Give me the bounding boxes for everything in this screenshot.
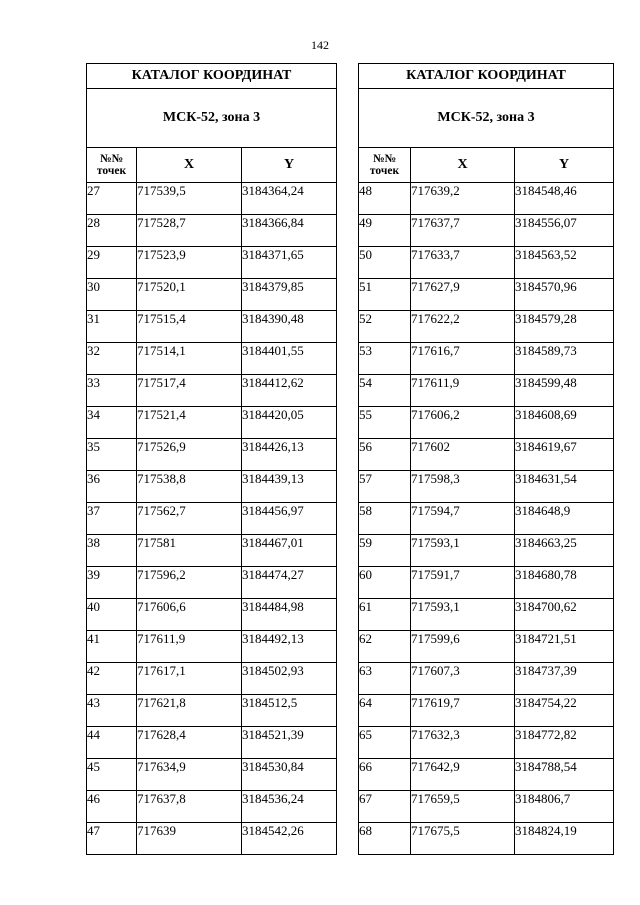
table-row bbox=[359, 727, 614, 759]
y-coordinate-cell: 3184474,27 bbox=[242, 567, 337, 599]
column-header-y: Y bbox=[242, 148, 337, 183]
y-coordinate-cell: 3184412,62 bbox=[242, 375, 337, 407]
x-coordinate-cell: 717521,4 bbox=[137, 407, 242, 439]
column-header-x: X bbox=[137, 148, 242, 183]
point-number-cell: 60 bbox=[359, 567, 411, 599]
point-number-cell: 29 bbox=[87, 247, 137, 279]
y-coordinate-cell: 3184824,19 bbox=[515, 823, 614, 855]
y-coordinate-cell: 3184737,39 bbox=[515, 663, 614, 695]
point-number-cell: 68 bbox=[359, 823, 411, 855]
page-number: 142 bbox=[311, 38, 329, 52]
table-row bbox=[87, 695, 337, 727]
coordinate-system-subtitle: МСК-52, зона 3 bbox=[359, 89, 614, 148]
y-coordinate-cell: 3184579,28 bbox=[515, 311, 614, 343]
y-coordinate-cell: 3184556,07 bbox=[515, 215, 614, 247]
y-coordinate-cell: 3184772,82 bbox=[515, 727, 614, 759]
point-number-cell: 58 bbox=[359, 503, 411, 535]
table-row bbox=[359, 631, 614, 663]
x-coordinate-cell: 717528,7 bbox=[137, 215, 242, 247]
point-number-cell: 41 bbox=[87, 631, 137, 663]
point-number-cell: 35 bbox=[87, 439, 137, 471]
x-coordinate-cell: 717611,9 bbox=[411, 375, 515, 407]
point-number-cell: 31 bbox=[87, 311, 137, 343]
table-row bbox=[359, 663, 614, 695]
x-coordinate-cell: 717593,1 bbox=[411, 599, 515, 631]
table-row bbox=[359, 407, 614, 439]
x-coordinate-cell: 717593,1 bbox=[411, 535, 515, 567]
table-row bbox=[87, 375, 337, 407]
table-row bbox=[87, 823, 337, 855]
point-number-cell: 43 bbox=[87, 695, 137, 727]
x-coordinate-cell: 717607,3 bbox=[411, 663, 515, 695]
y-coordinate-cell: 3184521,39 bbox=[242, 727, 337, 759]
table-row bbox=[359, 247, 614, 279]
x-coordinate-cell: 717639 bbox=[137, 823, 242, 855]
x-coordinate-cell: 717539,5 bbox=[137, 183, 242, 215]
point-number-cell: 45 bbox=[87, 759, 137, 791]
y-coordinate-cell: 3184608,69 bbox=[515, 407, 614, 439]
point-number-cell: 49 bbox=[359, 215, 411, 247]
y-coordinate-cell: 3184456,97 bbox=[242, 503, 337, 535]
y-coordinate-cell: 3184536,24 bbox=[242, 791, 337, 823]
point-number-cell: 67 bbox=[359, 791, 411, 823]
x-coordinate-cell: 717599,6 bbox=[411, 631, 515, 663]
point-number-cell: 59 bbox=[359, 535, 411, 567]
x-coordinate-cell: 717606,6 bbox=[137, 599, 242, 631]
y-coordinate-cell: 3184563,52 bbox=[515, 247, 614, 279]
x-coordinate-cell: 717598,3 bbox=[411, 471, 515, 503]
x-coordinate-cell: 717596,2 bbox=[137, 567, 242, 599]
x-coordinate-cell: 717526,9 bbox=[137, 439, 242, 471]
x-coordinate-cell: 717634,9 bbox=[137, 759, 242, 791]
coordinate-catalog-table-right bbox=[358, 63, 614, 855]
y-coordinate-cell: 3184364,24 bbox=[242, 183, 337, 215]
table-row bbox=[87, 759, 337, 791]
point-number-cell: 47 bbox=[87, 823, 137, 855]
y-coordinate-cell: 3184663,25 bbox=[515, 535, 614, 567]
y-coordinate-cell: 3184484,98 bbox=[242, 599, 337, 631]
table-body bbox=[87, 183, 337, 855]
point-number-cell: 39 bbox=[87, 567, 137, 599]
table-row bbox=[87, 279, 337, 311]
x-coordinate-cell: 717562,7 bbox=[137, 503, 242, 535]
table-row bbox=[87, 503, 337, 535]
y-coordinate-cell: 3184599,48 bbox=[515, 375, 614, 407]
point-number-cell: 34 bbox=[87, 407, 137, 439]
table-row bbox=[359, 471, 614, 503]
point-number-cell: 42 bbox=[87, 663, 137, 695]
x-coordinate-cell: 717659,5 bbox=[411, 791, 515, 823]
point-number-cell: 38 bbox=[87, 535, 137, 567]
x-coordinate-cell: 717611,9 bbox=[137, 631, 242, 663]
y-coordinate-cell: 3184788,54 bbox=[515, 759, 614, 791]
x-coordinate-cell: 717514,1 bbox=[137, 343, 242, 375]
x-coordinate-cell: 717637,7 bbox=[411, 215, 515, 247]
y-coordinate-cell: 3184502,93 bbox=[242, 663, 337, 695]
table-row bbox=[359, 183, 614, 215]
point-number-cell: 44 bbox=[87, 727, 137, 759]
table-row bbox=[359, 535, 614, 567]
x-coordinate-cell: 717617,1 bbox=[137, 663, 242, 695]
column-header-point-number: №№ точек bbox=[359, 148, 411, 183]
y-coordinate-cell: 3184570,96 bbox=[515, 279, 614, 311]
point-number-cell: 27 bbox=[87, 183, 137, 215]
table-row bbox=[87, 599, 337, 631]
point-number-cell: 63 bbox=[359, 663, 411, 695]
x-coordinate-cell: 717602 bbox=[411, 439, 515, 471]
y-coordinate-cell: 3184680,78 bbox=[515, 567, 614, 599]
x-coordinate-cell: 717594,7 bbox=[411, 503, 515, 535]
table-row bbox=[87, 535, 337, 567]
point-number-cell: 52 bbox=[359, 311, 411, 343]
table-row bbox=[87, 471, 337, 503]
y-coordinate-cell: 3184721,51 bbox=[515, 631, 614, 663]
y-coordinate-cell: 3184631,54 bbox=[515, 471, 614, 503]
point-number-cell: 46 bbox=[87, 791, 137, 823]
y-coordinate-cell: 3184754,22 bbox=[515, 695, 614, 727]
table-row bbox=[87, 183, 337, 215]
point-number-cell: 61 bbox=[359, 599, 411, 631]
x-coordinate-cell: 717637,8 bbox=[137, 791, 242, 823]
table-row bbox=[87, 791, 337, 823]
table-row bbox=[359, 759, 614, 791]
x-coordinate-cell: 717581 bbox=[137, 535, 242, 567]
point-number-cell: 51 bbox=[359, 279, 411, 311]
table-row bbox=[87, 567, 337, 599]
x-coordinate-cell: 717616,7 bbox=[411, 343, 515, 375]
table-row bbox=[359, 567, 614, 599]
x-coordinate-cell: 717523,9 bbox=[137, 247, 242, 279]
x-coordinate-cell: 717621,8 bbox=[137, 695, 242, 727]
point-number-cell: 32 bbox=[87, 343, 137, 375]
table-row bbox=[359, 215, 614, 247]
table-row bbox=[359, 311, 614, 343]
y-coordinate-cell: 3184467,01 bbox=[242, 535, 337, 567]
table-row bbox=[359, 599, 614, 631]
x-coordinate-cell: 717633,7 bbox=[411, 247, 515, 279]
table-row bbox=[359, 791, 614, 823]
table-row bbox=[359, 695, 614, 727]
table-row bbox=[359, 279, 614, 311]
point-number-cell: 66 bbox=[359, 759, 411, 791]
table-row bbox=[87, 311, 337, 343]
coordinate-system-subtitle: МСК-52, зона 3 bbox=[87, 89, 337, 148]
y-coordinate-cell: 3184648,9 bbox=[515, 503, 614, 535]
y-coordinate-cell: 3184548,46 bbox=[515, 183, 614, 215]
table-row bbox=[87, 631, 337, 663]
x-coordinate-cell: 717538,8 bbox=[137, 471, 242, 503]
point-number-cell: 48 bbox=[359, 183, 411, 215]
x-coordinate-cell: 717517,4 bbox=[137, 375, 242, 407]
y-coordinate-cell: 3184806,7 bbox=[515, 791, 614, 823]
x-coordinate-cell: 717515,4 bbox=[137, 311, 242, 343]
y-coordinate-cell: 3184401,55 bbox=[242, 343, 337, 375]
coordinate-catalog-table-left bbox=[86, 63, 337, 855]
x-coordinate-cell: 717642,9 bbox=[411, 759, 515, 791]
table-row bbox=[359, 503, 614, 535]
table-row bbox=[359, 343, 614, 375]
y-coordinate-cell: 3184589,73 bbox=[515, 343, 614, 375]
table-row bbox=[87, 727, 337, 759]
table-row bbox=[359, 375, 614, 407]
y-coordinate-cell: 3184542,26 bbox=[242, 823, 337, 855]
catalog-title: КАТАЛОГ КООРДИНАТ bbox=[359, 64, 614, 89]
y-coordinate-cell: 3184379,85 bbox=[242, 279, 337, 311]
point-number-cell: 40 bbox=[87, 599, 137, 631]
point-number-cell: 62 bbox=[359, 631, 411, 663]
table-row bbox=[87, 407, 337, 439]
y-coordinate-cell: 3184700,62 bbox=[515, 599, 614, 631]
point-number-cell: 57 bbox=[359, 471, 411, 503]
column-header-point-number: №№ точек bbox=[87, 148, 137, 183]
table-row bbox=[87, 663, 337, 695]
point-number-cell: 64 bbox=[359, 695, 411, 727]
x-coordinate-cell: 717627,9 bbox=[411, 279, 515, 311]
y-coordinate-cell: 3184439,13 bbox=[242, 471, 337, 503]
y-coordinate-cell: 3184366,84 bbox=[242, 215, 337, 247]
column-header-x: X bbox=[411, 148, 515, 183]
y-coordinate-cell: 3184371,65 bbox=[242, 247, 337, 279]
point-number-cell: 37 bbox=[87, 503, 137, 535]
x-coordinate-cell: 717591,7 bbox=[411, 567, 515, 599]
x-coordinate-cell: 717520,1 bbox=[137, 279, 242, 311]
point-number-cell: 56 bbox=[359, 439, 411, 471]
x-coordinate-cell: 717675,5 bbox=[411, 823, 515, 855]
catalog-title: КАТАЛОГ КООРДИНАТ bbox=[87, 64, 337, 89]
table-row bbox=[87, 247, 337, 279]
table-row bbox=[359, 823, 614, 855]
y-coordinate-cell: 3184512,5 bbox=[242, 695, 337, 727]
point-number-cell: 65 bbox=[359, 727, 411, 759]
y-coordinate-cell: 3184619,67 bbox=[515, 439, 614, 471]
point-number-cell: 54 bbox=[359, 375, 411, 407]
column-header-y: Y bbox=[515, 148, 614, 183]
x-coordinate-cell: 717619,7 bbox=[411, 695, 515, 727]
point-number-cell: 28 bbox=[87, 215, 137, 247]
y-coordinate-cell: 3184492,13 bbox=[242, 631, 337, 663]
x-coordinate-cell: 717628,4 bbox=[137, 727, 242, 759]
y-coordinate-cell: 3184530,84 bbox=[242, 759, 337, 791]
point-number-cell: 30 bbox=[87, 279, 137, 311]
y-coordinate-cell: 3184390,48 bbox=[242, 311, 337, 343]
point-number-cell: 33 bbox=[87, 375, 137, 407]
table-body bbox=[359, 183, 614, 855]
table-row bbox=[87, 343, 337, 375]
y-coordinate-cell: 3184420,05 bbox=[242, 407, 337, 439]
x-coordinate-cell: 717639,2 bbox=[411, 183, 515, 215]
point-number-cell: 50 bbox=[359, 247, 411, 279]
x-coordinate-cell: 717606,2 bbox=[411, 407, 515, 439]
x-coordinate-cell: 717622,2 bbox=[411, 311, 515, 343]
table-row bbox=[87, 215, 337, 247]
point-number-cell: 55 bbox=[359, 407, 411, 439]
table-row bbox=[87, 439, 337, 471]
table-row bbox=[359, 439, 614, 471]
y-coordinate-cell: 3184426,13 bbox=[242, 439, 337, 471]
point-number-cell: 36 bbox=[87, 471, 137, 503]
x-coordinate-cell: 717632,3 bbox=[411, 727, 515, 759]
point-number-cell: 53 bbox=[359, 343, 411, 375]
